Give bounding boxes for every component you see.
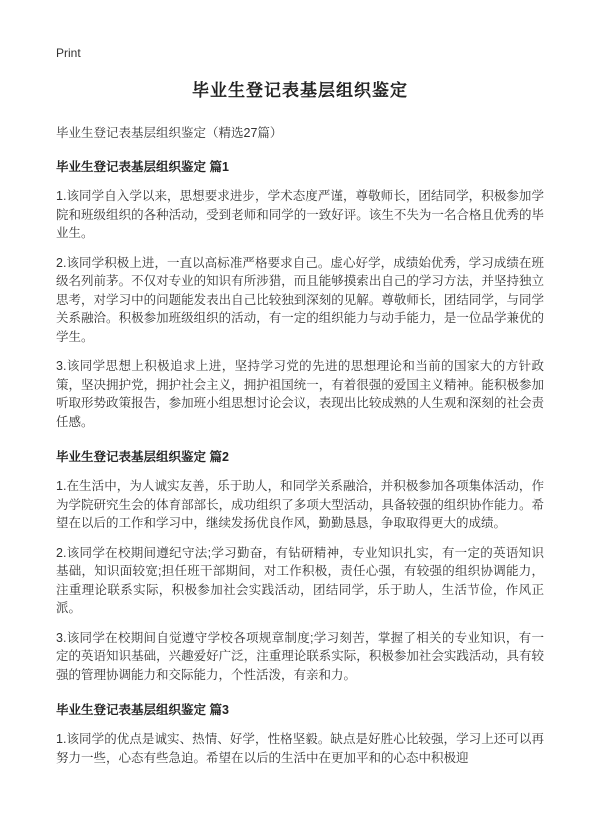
paragraph: 3.该同学在校期间自觉遵守学校各项规章制度;学习刻苦，掌握了相关的专业知识，有一定的英语知识基础，兴趣爱好广泛，注重理论联系实际，积极参加社会实践活动，具有较强的管理协调能力和交际能力，个性活泼，有亲和力。 — [56, 630, 544, 682]
print-link[interactable]: Print — [56, 46, 81, 60]
section-3-heading: 毕业生登记表基层组织鉴定 篇3 — [56, 703, 229, 717]
paragraph: 1.该同学自入学以来，思想要求进步，学术态度严谨，尊敬师长，团结同学，积极参加学院和班级组织的各种活动，受到老师和同学的一致好评。该生不失为一名合格且优秀的毕业生。 — [56, 189, 544, 240]
paragraph: 1.在生活中，为人诚实友善，乐于助人，和同学关系融洽，并积极参加各项集体活动，作为学院研究生会的体育部部长，成功组织了多项大型活动，具备较强的组织协作能力。希望在以后的工作和学习中，继续发扬优良作风，勤勤恳恳，争取取得更大的成绩。 — [56, 479, 544, 530]
section-2 — [56, 447, 544, 684]
paragraph: 1.该同学的优点是诚实、热情、好学，性格坚毅。缺点是好胜心比较强，学习上还可以再努力一些，心态有些急迫。希望在以后的生活中在更加平和的心态中积极迎 — [56, 732, 544, 765]
section-1 — [56, 157, 544, 431]
section-2-heading: 毕业生登记表基层组织鉴定 篇2 — [56, 450, 229, 464]
section-3 — [56, 700, 544, 767]
page-title: 毕业生登记表基层组织鉴定 — [192, 81, 408, 100]
paragraph: 2.该同学在校期间遵纪守法;学习勤奋，有钻研精神，专业知识扎实，有一定的英语知识基础，知识面较宽;担任班干部期间，对工作积极，责任心强，有较强的组织协调能力，注重理论联系实际，积极参加社会实践活动，团结同学，乐于助人，生活节俭，作风正派。 — [56, 545, 544, 615]
paragraph: 3.该同学思想上积极追求上进，坚持学习党的先进的思想理论和当前的国家大的方针政策，坚决拥护党，拥护社会主义，拥护祖国统一，有着很强的爱国主义精神。能积极参加听取形势政策报告，参加班小组思想讨论会议，表现出比较成熟的人生观和深刻的社会责任感。 — [56, 359, 544, 429]
document-subtitle: 毕业生登记表基层组织鉴定（精选27篇） — [56, 126, 283, 140]
section-1-heading: 毕业生登记表基层组织鉴定 篇1 — [56, 160, 229, 174]
paragraph: 2.该同学积极上进，一直以高标准严格要求自己。虚心好学，成绩始优秀，学习成绩在班级名列前茅。不仅对专业的知识有所涉猎，而且能够摸索出自己的学习方法，并坚持独立思考，对学习中的问题能发表出自己比较独到深刻的见解。尊敬师长，团结同学，与同学关系融洽。积极参加班级组织的活动，有一定的组织能力与动手能力，是一位品学兼优的学生。 — [56, 255, 544, 344]
